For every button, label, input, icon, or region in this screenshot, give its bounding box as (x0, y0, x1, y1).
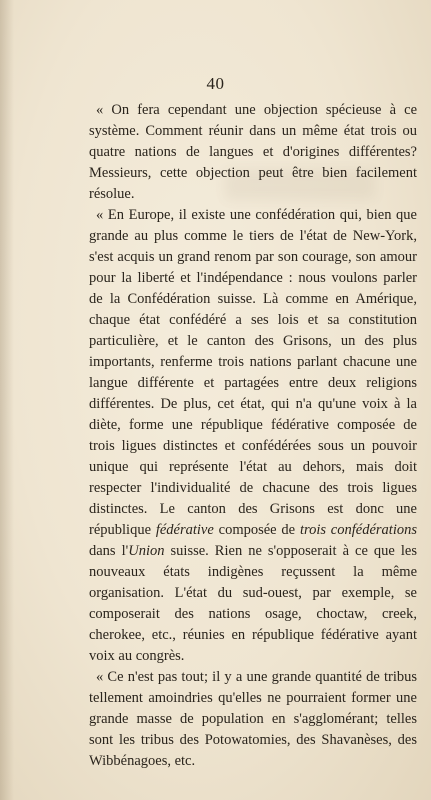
italic-run: trois confédérations (299, 522, 417, 538)
text-run: suisse. Rien ne s'opposerait à ce que les nouveaux états indigènes reçussent la même organisation. L'état du sud-ouest, par exemple, se composerait des nations osage, choctaw, creek, cherokee, etc., réunies en république fédérative ayant voix au congrès. (89, 543, 417, 664)
italic-run: Union (128, 543, 165, 559)
text-run: composée de (213, 522, 300, 538)
paragraph (89, 667, 417, 772)
page-number: 40 (206, 74, 225, 93)
body-text (89, 100, 417, 772)
text-run: « En Europe, il existe une confédération qui, bien que grande au plus comme le tiers de l'état de New-York, s'est acquis un grand renom par son courage, son amour pour la liberté et l'indépendance : nous voulons parler de la Confédération suisse. Là comme en Amérique, chaque état confédéré a ses lois et sa constitution particulière, et le canton des Grisons, un des plus importants, renferme trois nations parlant chacune une langue différente et partagées entre deux religions différentes. De plus, cet état, qui n'a qu'une voix à la diète, forme une république fédérative composée de trois ligues distinctes et confédérées sous un pouvoir unique qui représente l'état au dehors, mais doit respecter l'individualité de chacune des trois ligues distinctes. Le canton des Grisons est donc une république (89, 207, 417, 538)
paragraph (89, 100, 417, 205)
text-run: dans l' (89, 543, 129, 559)
text-run: « On fera cependant une objection spécieuse à ce système. Comment réunir dans un même état trois ou quatre nations de langues et d'origines différentes? Messieurs, cette objection peut être bien facilement résolue. (89, 102, 417, 202)
italic-run: fédérative (155, 522, 214, 538)
paragraph (89, 205, 417, 667)
binding-shadow (0, 0, 14, 800)
text-run: « Ce n'est pas tout; il y a une grande quantité de tribus tellement amoindries qu'elles ne pourraient former une grande masse de population en s'agglomérant; telles sont les tribus des Potowatomies, des Shavanèses, des Wibbénagoes, etc. (89, 669, 417, 769)
